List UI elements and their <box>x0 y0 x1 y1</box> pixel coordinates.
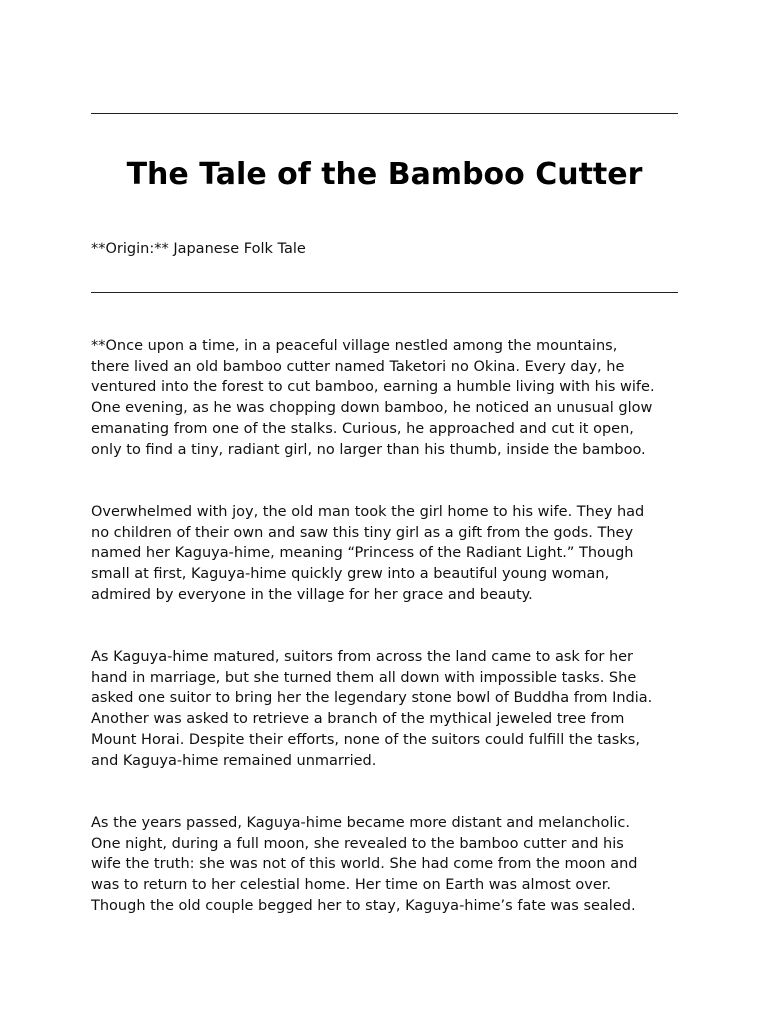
paragraph-line: and Kaguya-hime remained unmarried. <box>91 752 377 769</box>
paragraph-line: small at first, Kaguya-hime quickly grew into a beautiful young woman, <box>91 566 610 583</box>
section-divider <box>91 292 678 293</box>
paragraph-line: there lived an old bamboo cutter named Taketori no Okina. Every day, he <box>91 358 625 375</box>
paragraph-line: was to return to her celestial home. Her time on Earth was almost over. <box>91 877 612 894</box>
paragraph-line: Though the old couple begged her to stay, Kaguya-hime’s fate was sealed. <box>91 897 636 914</box>
paragraph-4 <box>91 813 691 917</box>
paragraph-line: Overwhelmed with joy, the old man took the girl home to his wife. They had <box>91 504 645 520</box>
paragraph-line: admired by everyone in the village for her grace and beauty. <box>91 586 533 603</box>
paragraph-line: Another was asked to retrieve a branch of the mythical jeweled tree from <box>91 711 625 728</box>
paragraph-line: asked one suitor to bring her the legendary stone bowl of Buddha from India. <box>91 690 653 707</box>
paragraph-line: One night, during a full moon, she revealed to the bamboo cutter and his <box>91 835 624 852</box>
paragraph-line: As the years passed, Kaguya-hime became more distant and melancholic. <box>91 815 631 831</box>
paragraph-line: Mount Horai. Despite their efforts, none of the suitors could fulfill the tasks, <box>91 731 640 748</box>
document-title: The Tale of the Bamboo Cutter <box>126 157 643 192</box>
paragraph-line: One evening, as he was chopping down bamboo, he noticed an unusual glow <box>91 400 653 417</box>
paragraph-line: emanating from one of the stalks. Curious, he approached and cut it open, <box>91 420 634 437</box>
paragraph-line: As Kaguya-hime matured, suitors from across the land came to ask for her <box>91 649 634 665</box>
paragraph-line: ventured into the forest to cut bamboo, earning a humble living with his wife. <box>91 379 655 396</box>
paragraph-line: no children of their own and saw this tiny girl as a gift from the gods. They <box>91 524 634 541</box>
paragraph-1 <box>91 336 691 460</box>
paragraph-line: named her Kaguya-hime, meaning “Princess of the Radiant Light.” Though <box>91 545 634 562</box>
origin-line: **Origin:** Japanese Folk Tale <box>91 241 306 257</box>
paragraph-line: wife the truth: she was not of this world. She had come from the moon and <box>91 856 638 873</box>
paragraph-2 <box>91 502 691 606</box>
top-divider <box>91 113 678 114</box>
paragraph-line: hand in marriage, but she turned them all down with impossible tasks. She <box>91 669 637 686</box>
paragraph-line: only to find a tiny, radiant girl, no larger than his thumb, inside the bamboo. <box>91 441 646 458</box>
paragraph-3 <box>91 647 691 771</box>
paragraph-line: **Once upon a time, in a peaceful village nestled among the mountains, <box>91 338 618 354</box>
